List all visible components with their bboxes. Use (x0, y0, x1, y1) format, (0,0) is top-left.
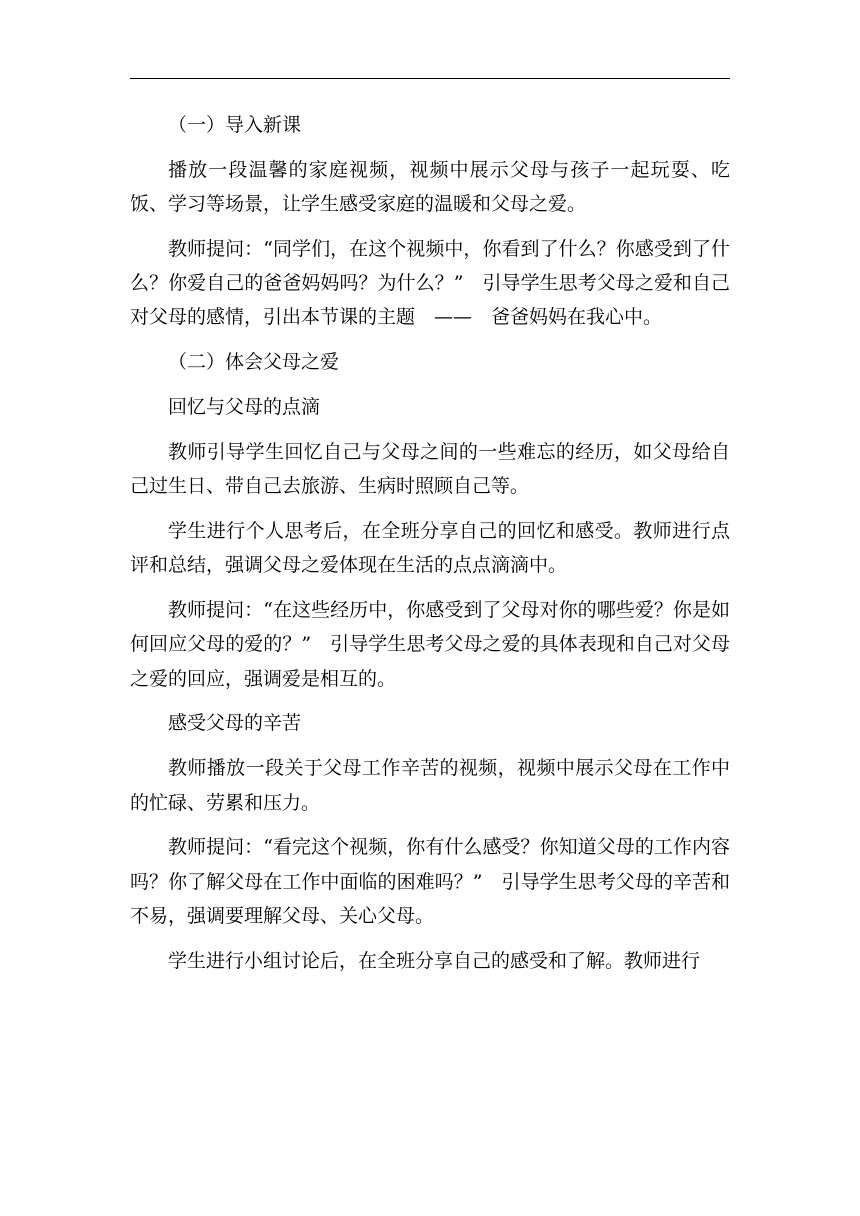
paragraph: 学生进行小组讨论后，在全班分享自己的感受和了解。教师进行 (168, 949, 701, 972)
paragraph: 教师提问：“在这些经历中，你感受到了父母对你的哪些爱？你是如何回应父母的爱的？” 引导学生思考父母之爱的具体表现和自己对父母之爱的回应，强调爱是相互的。 (130, 599, 730, 690)
subheading-hardship: 感受父母的辛苦 (168, 712, 302, 735)
document-body (130, 108, 730, 978)
paragraph: 学生进行个人思考后，在全班分享自己的回忆和感受。教师进行点评和总结，强调父母之爱体现在生活的点点滴滴中。 (130, 519, 730, 577)
paragraph: 教师提问：“看完这个视频，你有什么感受？你知道父母的工作内容吗？你了解父母在工作中面临的困难吗？” 引导学生思考父母的辛苦和不易，强调要理解父母、关心父母。 (130, 836, 730, 927)
paragraph: 教师播放一段关于父母工作辛苦的视频，视频中展示父母在工作中的忙碌、劳累和压力。 (130, 757, 730, 814)
paragraph: 教师提问：“同学们，在这个视频中，你看到了什么？你感受到了什么？你爱自己的爸爸妈妈吗？为什么？” 引导学生思考父母之爱和自己对父母的感情，引出本节课的主题 —— 爸爸妈妈在我心中。 (130, 237, 730, 329)
subheading-memories: 回忆与父母的点滴 (168, 396, 321, 419)
section-heading-intro: （一）导入新课 (168, 114, 302, 136)
header-rule (130, 78, 730, 79)
paragraph: 教师引导学生回忆自己与父母之间的一些难忘的经历，如父母给自己过生日、带自己去旅游、生病时照顾自己等。 (130, 440, 730, 498)
section-heading-parental-love: （二）体会父母之爱 (168, 351, 340, 374)
paragraph: 播放一段温馨的家庭视频，视频中展示父母与孩子一起玩耍、吃饭、学习等场景，让学生感受家庭的温暖和父母之爱。 (130, 158, 730, 216)
